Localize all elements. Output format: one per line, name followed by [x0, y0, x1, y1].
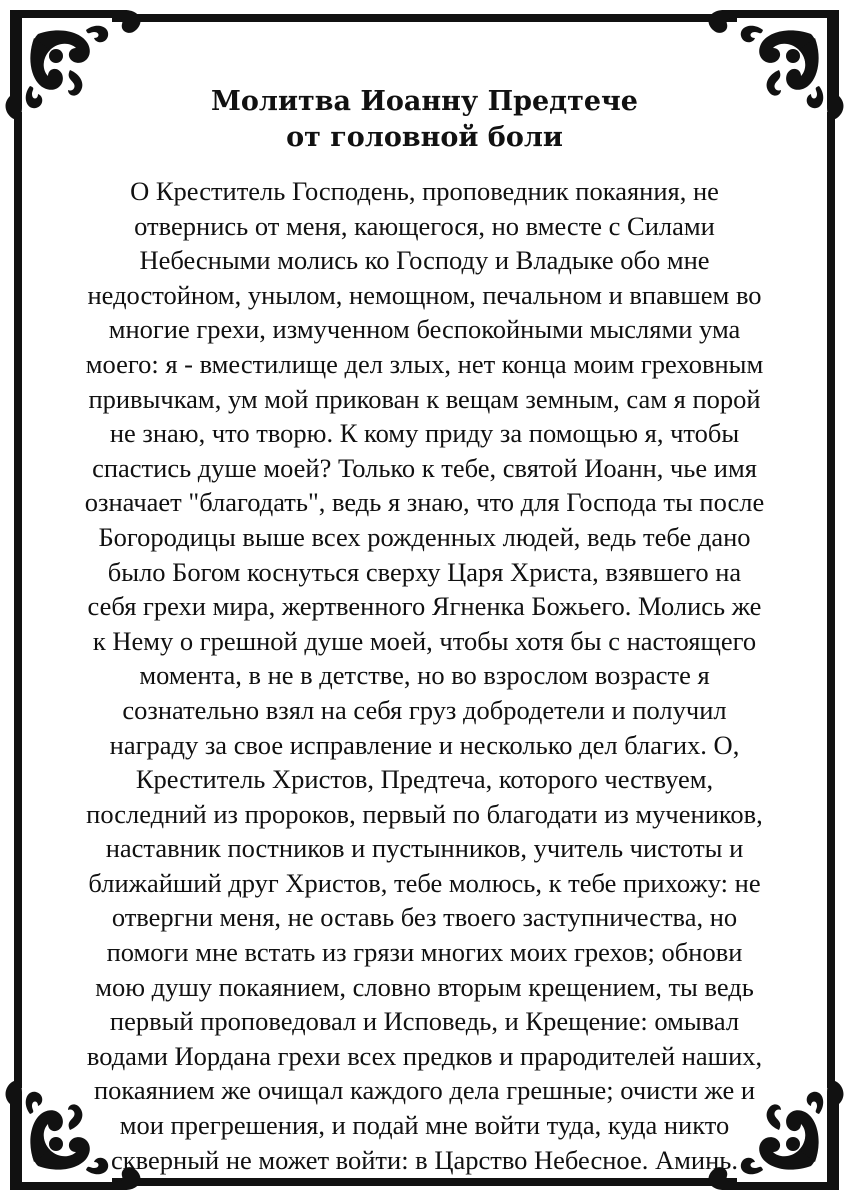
frame-top-border	[112, 14, 737, 22]
prayer-line: водами Иордана грехи всех предков и прародителей наших,	[86, 1040, 763, 1071]
prayer-line: первый проповедовал и Исповедь, и Крещение: омывал	[109, 1006, 740, 1037]
prayer-line: момента, в не в детстве, но во взрослом возрасте я	[139, 660, 710, 691]
prayer-line: отвергни меня, не оставь без твоего заступничества, но	[111, 902, 738, 933]
prayer-line: моего: я - вместилище дел злых, нет конца моим греховным	[85, 348, 764, 379]
prayer-line: себя грехи мира, жертвенного Ягненка Божьего. Молись же	[87, 591, 762, 622]
corner-flourish-top-left-icon	[0, 0, 150, 150]
prayer-line: привычкам, ум мой прикован к вещам земным, сам я порой	[88, 383, 761, 414]
prayer-line: многие грехи, измученном беспокойными мыслями ума	[108, 314, 741, 345]
prayer-line: спастись душе моей? Только к тебе, святой Иоанн, чье имя	[92, 452, 757, 483]
prayer-line: Креститель Христов, Предтеча, которого чествуем,	[135, 764, 714, 795]
prayer-line: означает "благодать", ведь я знаю, что для Господа ты после	[84, 487, 765, 518]
prayer-title-line: Молитва Иоанну Предтече	[211, 86, 638, 117]
frame-left-border	[14, 112, 22, 1088]
prayer-line: помоги мне встать из грязи многих моих грехов; обнови	[106, 937, 743, 968]
prayer-line: сознательно взял на себя груз добродетели и получил	[122, 694, 727, 725]
prayer-title	[150, 84, 699, 156]
prayer-line: последний из пророков, первый по благодати из мучеников,	[86, 798, 763, 829]
prayer-line: недостойном, унылом, немощном, печальном и впавшем во	[87, 279, 762, 310]
prayer-line: награду за свое исправление и несколько дел благих. О,	[109, 729, 740, 760]
prayer-line: мою душу покаянием, словно вторым крещением, ты ведь	[95, 971, 754, 1002]
frame-bottom-border	[112, 1178, 737, 1186]
prayer-line: О Креститель Господень, проповедник покаяния, не	[130, 176, 719, 206]
prayer-title-line: от головной боли	[286, 122, 563, 153]
prayer-line: Небесными молись ко Господу и Владыке обо мне	[139, 245, 710, 276]
corner-flourish-top-right-icon	[699, 0, 849, 150]
prayer-line: к Нему о грешной душе моей, чтобы хотя бы с настоящего	[92, 625, 757, 656]
prayer-line: отвернись от меня, кающегося, но вместе с Силами	[134, 210, 715, 241]
prayer-line: Богородицы выше всех рожденных людей, ведь тебе дано	[98, 521, 751, 552]
prayer-line: не знаю, что творю. К кому приду за помощью я, чтобы	[109, 418, 740, 449]
prayer-line: было Богом коснуться сверху Царя Христа, взявшего на	[107, 556, 742, 587]
prayer-line: мои прегрешения, и подай мне войти туда, куда никто	[119, 1110, 730, 1141]
frame-right-border	[827, 112, 835, 1088]
prayer-line: ближайший друг Христов, тебе молюсь, к тебе прихожу: не	[88, 867, 761, 898]
prayer-text	[80, 174, 769, 1177]
prayer-line: наставник постников и пустынников, учитель чистоты и	[105, 833, 744, 864]
prayer-line: покаянием же очищал каждого дела грешные; очисти же и	[93, 1075, 756, 1106]
prayer-line: скверный не может войти: в Царство Небесное. Аминь.	[111, 1144, 738, 1175]
